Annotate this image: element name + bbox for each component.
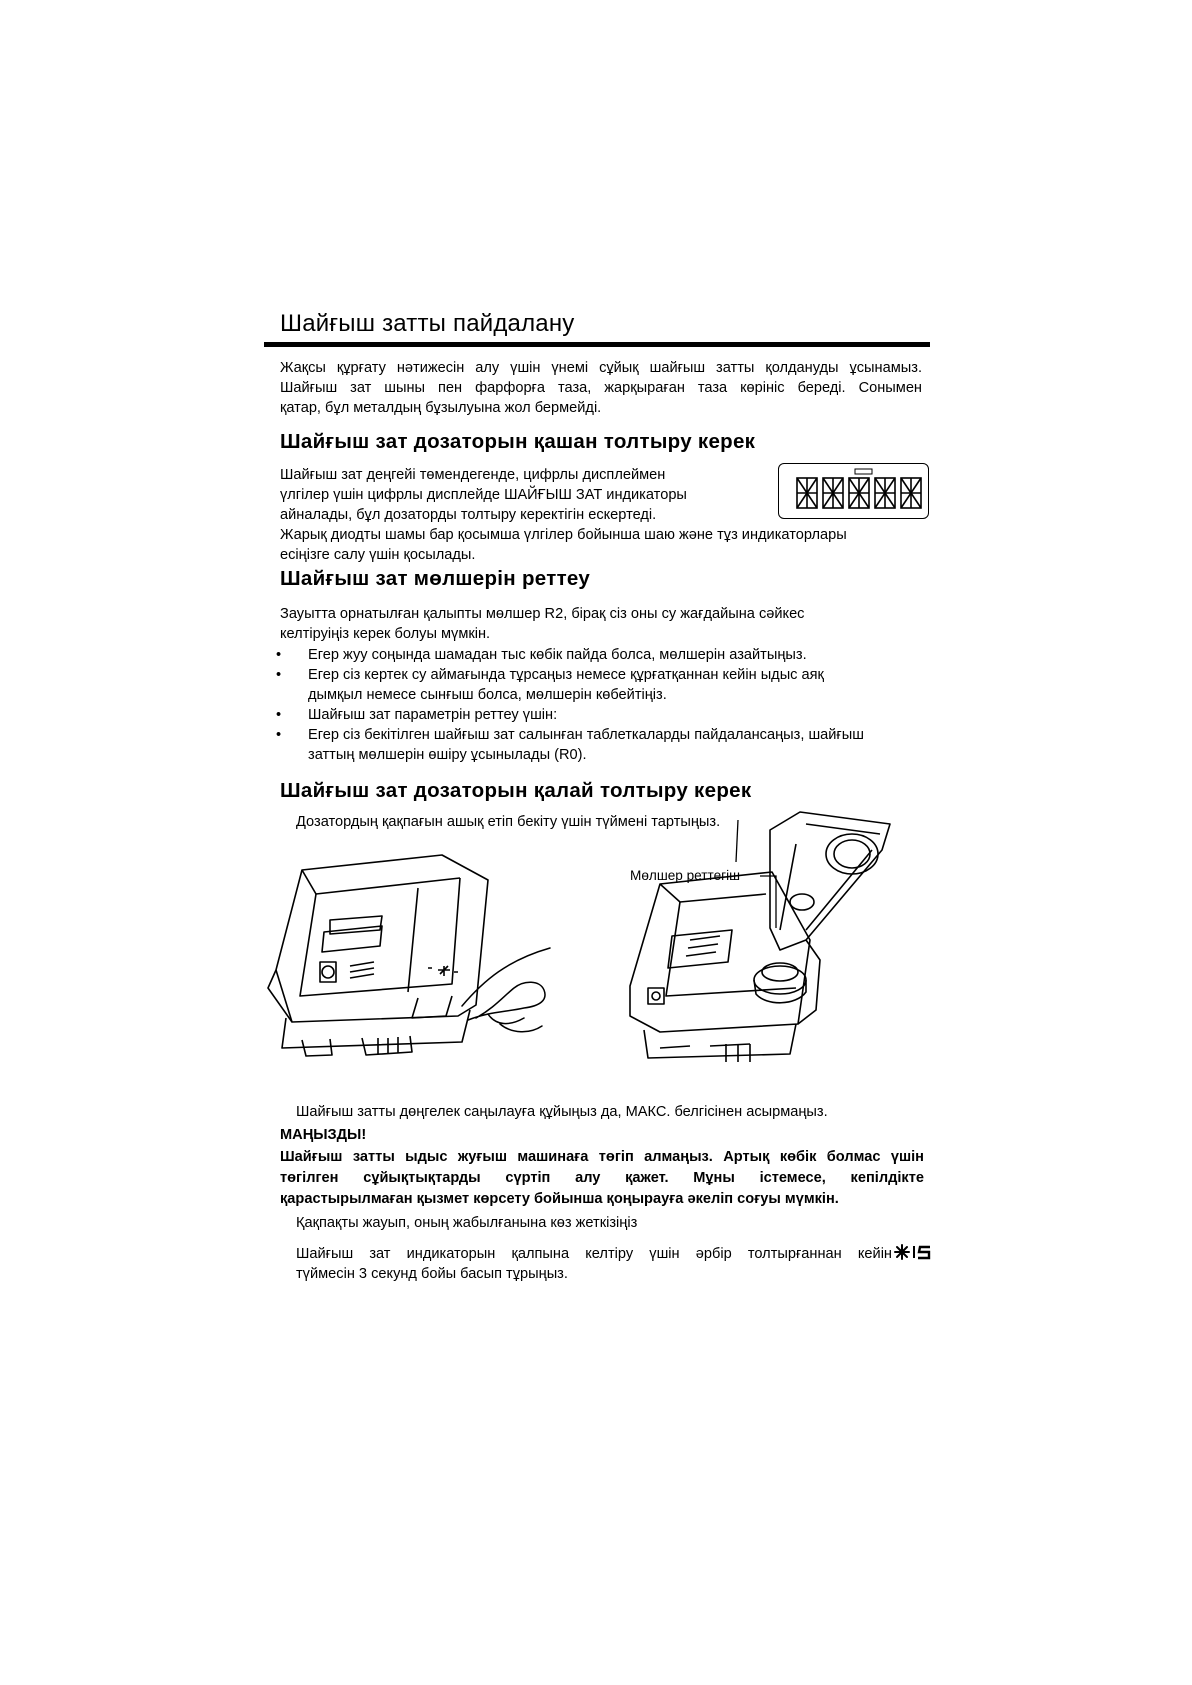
dispenser-closed-illustration	[262, 850, 594, 1068]
bullet-text: Шайғыш зат параметрін реттеу үшін:	[308, 707, 558, 723]
digital-display-illustration	[778, 463, 929, 519]
section-heading-amount: Шайғыш зат мөлшерін реттеу	[280, 567, 591, 590]
pour-instruction: Шайғыш затты дөңгелек саңылауға құйыңыз да, МАКС. белгісінен асырмаңыз.	[296, 1104, 828, 1120]
when-line: Жарық диодты шамы бар қосымша үлгілер бойынша шаю және тұз индикаторлары	[280, 527, 847, 543]
amount-intro-line: келтіруіңіз керек болуы мүмкін.	[280, 626, 491, 642]
segment-digits-icon	[779, 464, 927, 517]
bullet-text: Егер жуу соңында шамадан тыс көбік пайда болса, мөлшерін азайтыңыз.	[308, 647, 807, 663]
when-paragraph	[280, 465, 847, 565]
important-title: МАҢЫЗДЫ!	[280, 1127, 367, 1143]
reset-instruction-line2: түймесін 3 секунд бойы басып тұрыңыз.	[296, 1266, 568, 1282]
intro-paragraph	[280, 358, 922, 418]
dosage-regulator-callout: Мөлшер реттегіш	[630, 868, 741, 883]
section-heading-how: Шайғыш зат дозаторын қалай толтыру керек	[280, 779, 752, 802]
when-line: есіңізге салу үшін қосылады.	[280, 547, 476, 563]
bullet-text: дымқыл немесе сынғыш болса, мөлшерін көбейтіңіз.	[308, 687, 667, 703]
section-heading-when: Шайғыш зат дозаторын қашан толтыру керек	[280, 430, 756, 453]
important-line: Шайғыш затты ыдыс жуғыш машинаға төгіп алмаңыз. Артық көбік болмас үшін	[280, 1149, 924, 1165]
intro-line: Шайғыш зат шыны пен фарфорға таза, жарқыраған таза көрініс береді. Сонымен	[280, 380, 922, 396]
when-line: үлгілер үшін цифрлы дисплейде ШАЙҒЫШ ЗАТ индикаторы	[280, 487, 687, 503]
close-lid-note: Қақпақты жауып, оның жабылғанына көз жеткізіңіз	[296, 1215, 638, 1231]
list-item	[276, 705, 936, 725]
intro-line: Жақсы құрғату нәтижесін алу үшін үнемі сұйық шайғыш затты қолдануды ұсынамыз.	[280, 360, 922, 376]
when-line: Шайғыш зат деңгейі төмендегенде, цифрлы дисплеймен	[280, 467, 666, 483]
dispenser-open-illustration	[620, 810, 920, 1068]
bullet-icon: •	[276, 667, 282, 683]
bullet-icon: •	[276, 647, 282, 663]
amount-intro-line: Зауытта орнатылған қалыпты мөлшер R2, бірақ сіз оны су жағдайына сәйкес	[280, 606, 805, 622]
amount-bullet-list	[276, 645, 936, 765]
callout-leader-line	[760, 874, 800, 934]
sun-salt-button-icon	[894, 1244, 932, 1262]
bullet-icon: •	[276, 707, 282, 723]
when-line: айналады, бұл дозаторды толтыру керектігін ескертеді.	[280, 507, 657, 523]
bullet-icon: •	[276, 727, 282, 743]
bullet-text: Егер сіз бекітілген шайғыш зат салынған таблеткаларды пайдалансаңыз, шайғыш	[308, 727, 864, 743]
list-item	[276, 645, 936, 665]
bullet-text: Егер сіз кертек су аймағында тұрсаңыз немесе құрғатқаннан кейін ыдыс аяқ	[308, 667, 824, 683]
important-warning	[280, 1147, 924, 1210]
bullet-text: заттың мөлшерін өшіру ұсынылады (R0).	[308, 747, 587, 763]
important-line: төгілген сұйықтықтарды сүртіп алу қажет. Мұны істемесе, кепілдікте	[280, 1170, 924, 1186]
important-line: қарастырылмаған қызмет көрсету бойынша қоңырауға әкеліп соғуы мүмкін.	[280, 1191, 839, 1207]
list-item	[276, 725, 936, 765]
how-instruction: Дозатордың қақпағын ашық етіп бекіту үшін түймені тартыңыз.	[296, 814, 721, 830]
intro-line: қатар, бұл металдың бұзылуына жол бермейді.	[280, 400, 602, 416]
reset-instruction-line1: Шайғыш зат индикаторын қалпына келтіру үшін әрбір толтырғаннан кейін	[296, 1246, 892, 1262]
amount-intro	[280, 604, 804, 644]
page-title: Шайғыш затты пайдалану	[280, 310, 575, 337]
list-item	[276, 665, 936, 705]
title-rule	[264, 342, 930, 347]
